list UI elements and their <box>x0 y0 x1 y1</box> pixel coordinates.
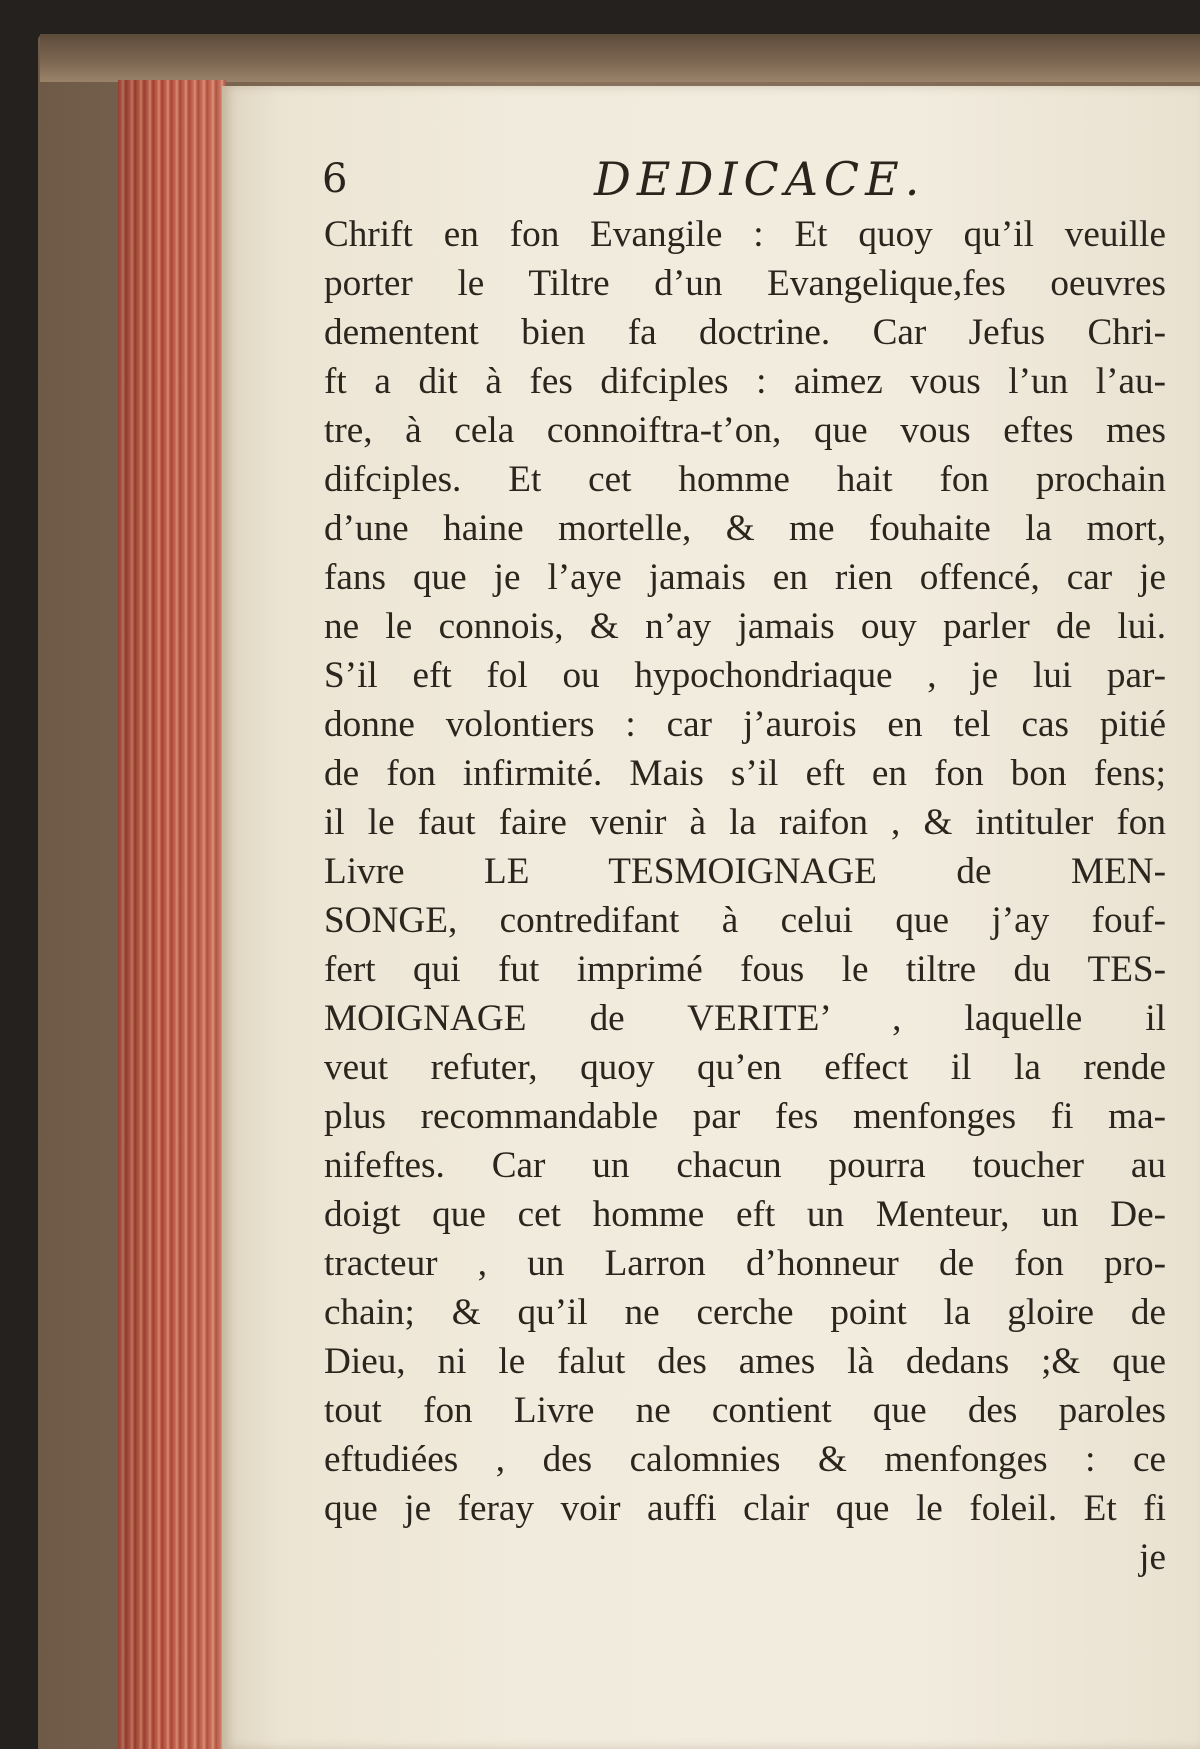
text-line: fans que je l’aye jamais en rien offencé, car je <box>324 557 1166 598</box>
text-line: que je feray voir auffi clair que le foleil. Et fi <box>324 1488 1166 1529</box>
page-number: 6 <box>322 156 348 202</box>
running-head: DEDICACE. <box>594 152 926 206</box>
text-line: Chrift en fon Evangile : Et quoy qu’il veuille <box>324 214 1166 255</box>
catchword: je <box>1139 1537 1166 1578</box>
text-line: donne volontiers : car j’aurois en tel cas pitié <box>324 704 1166 745</box>
text-line: ft a dit à fes difciples : aimez vous l’un l’au- <box>324 361 1166 402</box>
page-edges-shading <box>118 80 226 1749</box>
text-line: fert qui fut imprimé fous le tiltre du TES- <box>324 949 1166 990</box>
text-line: Livre LE TESMOIGNAGE de MEN- <box>324 851 1166 892</box>
text-line: MOIGNAGE de VERITE’ , laquelle il <box>324 998 1166 1039</box>
text-line: il le faut faire venir à la raifon , & intituler fon <box>324 802 1166 843</box>
book-cover-top-edge <box>40 34 1200 82</box>
text-line: doigt que cet homme eft un Menteur, un De- <box>324 1194 1166 1235</box>
text-line: veut refuter, quoy qu’en effect il la rende <box>324 1047 1166 1088</box>
text-line: SONGE, contredifant à celui que j’ay fouf- <box>324 900 1166 941</box>
text-line: plus recommandable par fes menfonges fi ma- <box>324 1096 1166 1137</box>
text-line: tout fon Livre ne contient que des paroles <box>324 1390 1166 1431</box>
text-line: S’il eft fol ou hypochondriaque , je lui par- <box>324 655 1166 696</box>
book-page <box>222 86 1200 1749</box>
text-line: difciples. Et cet homme hait fon prochain <box>324 459 1166 500</box>
text-line: d’une haine mortelle, & me fouhaite la mort, <box>324 508 1166 549</box>
text-line: tre, à cela connoiftra-t’on, que vous eftes mes <box>324 410 1166 451</box>
text-line: Dieu, ni le falut des ames là dedans ;& que <box>324 1341 1166 1382</box>
page-body-text <box>324 210 1166 1582</box>
text-line: porter le Tiltre d’un Evangelique,fes oeuvres <box>324 263 1166 304</box>
text-line: ne le connois, & n’ay jamais ouy parler de lui. <box>324 606 1166 647</box>
text-line: dementent bien fa doctrine. Car Jefus Chri- <box>324 312 1166 353</box>
text-line: nifeftes. Car un chacun pourra toucher au <box>324 1145 1166 1186</box>
text-line: chain; & qu’il ne cerche point la gloire de <box>324 1292 1166 1333</box>
text-line: de fon infirmité. Mais s’il eft en fon bon fens; <box>324 753 1166 794</box>
text-line: tracteur , un Larron d’honneur de fon pro- <box>324 1243 1166 1284</box>
text-line: eftudiées , des calomnies & menfonges : ce <box>324 1439 1166 1480</box>
